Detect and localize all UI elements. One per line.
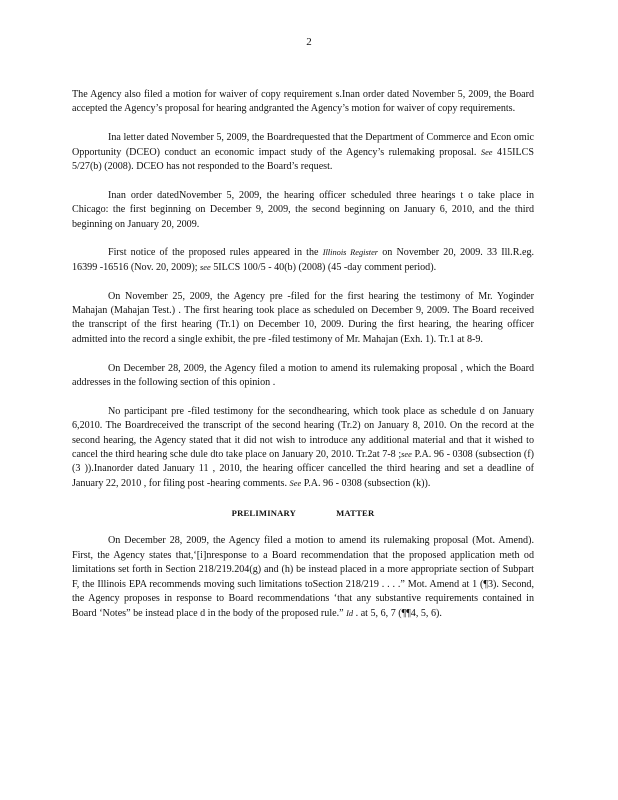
paragraph-text: . at 5, 6, 7 (¶¶4, 5, 6). xyxy=(353,607,442,619)
paragraph-text: On November 25, 2009, the Agency pre -filed for the first hearing the testimony of Mr. Yoginder Mahajan (Mahajan Test.) . The first hearing took place as scheduled on December 9, 2009. The Board received the transcript of the first hearing (Tr.1) on December 10, 2009. During the first hearing, the hearing officer admitted into the record a single exhibit, the pre -filed testimony of Mr. Mahajan (Exh. 1). Tr.1 at 8-9. xyxy=(72,290,534,345)
citation-signal: See xyxy=(289,478,302,488)
citation-signal: see xyxy=(401,450,412,460)
paragraph xyxy=(72,131,534,174)
citation-signal: See xyxy=(480,147,493,157)
paragraph xyxy=(72,290,534,348)
document-body xyxy=(72,88,534,635)
paragraph xyxy=(72,534,534,620)
paragraph-text: P.A. 96 - 0308 (subsection (k)). xyxy=(301,477,431,489)
paragraph xyxy=(72,362,534,391)
paragraph xyxy=(72,405,534,491)
paragraph xyxy=(72,189,534,232)
paragraph-text: On December 28, 2009, the Agency filed a motion to amend its rulemaking proposal , which the Board addresses in the following section of this opinion . xyxy=(72,362,534,389)
paragraph-text: The Agency also filed a motion for waiver of copy requirement s.Inan order dated November 5, 2009, the Board accepted the Agency’s proposal for hearing andgranted the Agency’s motion for waiver of copy requirements. xyxy=(72,89,534,115)
paragraph-text: 415ILCS 5/27(b) (2008). DCEO has not responded to the Board’s request. xyxy=(72,146,534,173)
citation-signal: see xyxy=(200,262,211,272)
paragraph-text: Ina letter dated November 5, 2009, the Boardrequested that the Department of Commerce and Econ omic Opportunity (DCEO) conduct an economic impact study of the Agency’s rulemaking proposal. xyxy=(72,132,534,158)
paragraph xyxy=(72,246,534,275)
section-heading-word: MATTER xyxy=(336,507,375,518)
paragraph-text: 5ILCS 100/5 - 40(b) (2008) (45 -day comment period). xyxy=(210,261,437,273)
paragraph-text: on November 20, 2009. 33 Ill.R.eg. 16399 -16516 (Nov. 20, 2009); xyxy=(72,247,535,273)
paragraph-text: On December 28, 2009, the Agency filed a motion to amend its rulemaking proposal (Mot. Amend). First, the Agency states that,‘[i]nresponse to a Board recommendation that the proposed application meth od limitations set forth in Section 218/219.204(g) and (h) be instead placed in a more appropriate section of Subpart F, the Illinois EPA recommends moving such limitations toSection 218/219 . . . .” Mot. Amend at 1 (¶3). Second, the Agency proposes in response to Board recommendations ‘that any substantive requirements contained in Board ‘Notes” be instead place d in the body of the proposed rule.” xyxy=(72,535,534,619)
citation-signal: Illinois Register xyxy=(322,248,379,258)
section-heading xyxy=(72,506,534,520)
paragraph-text: Inan order datedNovember 5, 2009, the hearing officer scheduled three hearings t o take place in Chicago: the first beginning on December 9, 2009, the second beginning on January 6, 2010, and the third beginning on January 20, 2009. xyxy=(72,189,534,230)
citation-signal: Id xyxy=(346,608,354,618)
page-number: 2 xyxy=(306,36,312,48)
paragraph-text: No participant pre -filed testimony for the secondhearing, which took place as schedule d on January 6,2010. The Boardreceived the transcript of the second hearing (Tr.2) on January 8, 2010. On the record at the second hearing, the Agency stated that it did not wish to introduce any additional material and that it wished to cancel the third hearing sche dule dto take place on January 20, 2010. Tr.2at 7-8 ; xyxy=(72,405,534,461)
paragraph-text: First notice of the proposed rules appeared in the xyxy=(108,247,323,259)
paragraph-text: P.A. 96 - 0308 (subsection (f)(3 )).Inanorder dated January 11 , 2010, the hearing officer cancelled the third hearing and set a deadline of January 22, 2010 , for filing post -hearing comments. xyxy=(72,449,534,489)
paragraph xyxy=(72,88,534,117)
section-heading-word: PRELIMINARY xyxy=(231,507,297,518)
